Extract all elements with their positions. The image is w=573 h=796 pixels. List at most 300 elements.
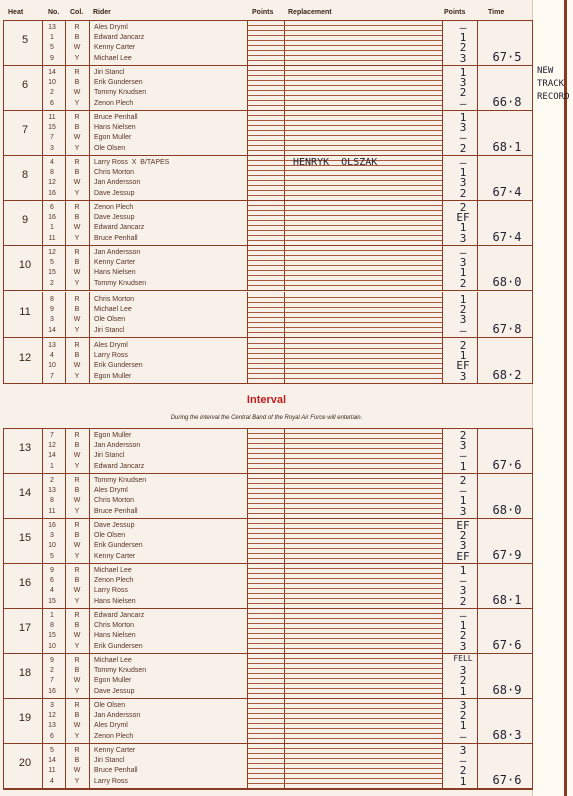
rider-points: 3: [459, 504, 467, 518]
ruled-lines: [248, 698, 442, 743]
page-edge-bar: [564, 0, 567, 796]
ruled-line: [248, 363, 442, 364]
ruled-line: [248, 733, 442, 734]
rider-points: 2: [459, 629, 467, 643]
rider-colour: W: [73, 722, 81, 730]
rider-number: 9: [50, 306, 54, 314]
rider-number: 7: [50, 677, 54, 685]
rider-name: Zenon Plech: [94, 204, 134, 211]
rider-points: 2: [459, 709, 467, 723]
rider-number: 6: [50, 204, 54, 211]
ruled-line: [248, 353, 442, 354]
rider-colour: R: [74, 114, 80, 121]
ruled-line: [248, 683, 442, 684]
rider-number: 5: [50, 259, 54, 267]
rider-name: Egon Muller: [94, 432, 132, 439]
ruled-line: [248, 270, 442, 271]
rider-colour: B: [74, 487, 80, 495]
ruled-line: [248, 100, 442, 101]
rider-points: 1: [459, 684, 467, 698]
rider-number: 2: [50, 279, 54, 287]
ruled-line: [248, 458, 442, 459]
ruled-line: [248, 135, 442, 136]
ruled-line: [248, 663, 442, 664]
ruled-line: [248, 783, 442, 784]
rider-points: 1: [459, 719, 467, 733]
ruled-lines: [248, 245, 442, 290]
rider-name: Bruce Penhall: [94, 114, 138, 121]
rider-points: 2: [459, 764, 467, 778]
header-points: Points: [252, 9, 274, 16]
ruled-line: [248, 30, 442, 31]
ruled-line: [248, 493, 442, 494]
rider-number: 13: [48, 722, 56, 730]
rider-colour: Y: [74, 54, 80, 62]
rider-name: Jiri Stancl: [94, 326, 125, 334]
rider-colour: W: [73, 497, 81, 505]
ruled-line: [248, 713, 442, 714]
ruled-line: [248, 628, 442, 629]
ruled-line: [248, 573, 442, 574]
ruled-line: [248, 438, 442, 439]
rider-name: Edward Jancarz: [94, 612, 145, 619]
rider-colour: B: [74, 214, 80, 222]
rider-number: 6: [50, 99, 54, 107]
rider-name: Hans Nielsen: [94, 269, 136, 277]
heat-row: [3, 743, 533, 788]
ruled-line: [248, 618, 442, 619]
heat-row: [3, 338, 533, 383]
rider-colour: R: [74, 702, 80, 709]
rider-name: Michael Lee: [94, 657, 132, 664]
rider-name: Hans Nielsen: [94, 632, 136, 640]
heat-row: [3, 563, 533, 608]
rider-colour: Y: [74, 552, 80, 560]
rider-points: 3: [459, 176, 467, 190]
ruled-lines: [248, 473, 442, 518]
heat-time: 67·6: [492, 458, 522, 472]
ruled-line: [248, 180, 442, 181]
heat-time: 68·0: [492, 275, 522, 289]
ruled-line: [248, 758, 442, 759]
header-replacement: Replacement: [288, 9, 332, 16]
rider-number: 1: [50, 612, 54, 619]
heat-number: 18: [18, 667, 32, 679]
rider-name: Jan Andersson: [94, 442, 141, 450]
rider-points: EF: [456, 211, 470, 225]
ruled-line: [248, 498, 442, 499]
rider-colour: W: [73, 179, 81, 187]
ruled-line: [248, 90, 442, 91]
ruled-line: [248, 748, 442, 749]
rider-number: 14: [48, 757, 56, 765]
rider-colour: Y: [74, 507, 80, 515]
rider-colour: R: [74, 567, 80, 574]
rider-name: Ole Olsen: [94, 144, 126, 152]
rider-points: —: [459, 484, 467, 498]
rider-number: 7: [50, 432, 54, 439]
rider-name: Kenny Carter: [94, 552, 136, 560]
rider-colour: W: [73, 767, 81, 775]
heat-number: 20: [18, 757, 32, 769]
heat-row: [3, 155, 533, 200]
rider-colour: Y: [74, 189, 80, 197]
rider-points: —: [459, 246, 467, 259]
ruled-line: [248, 443, 442, 444]
ruled-line: [248, 468, 442, 469]
heat-row: [3, 518, 533, 563]
header-rider: Rider: [93, 9, 111, 16]
rider-number: 6: [50, 732, 54, 740]
heat-time: 67·4: [492, 230, 522, 244]
ruled-line: [248, 778, 442, 779]
rider-name: Hans Nielsen: [94, 597, 136, 605]
ruled-line: [248, 738, 442, 739]
rider-colour: R: [74, 432, 80, 439]
ruled-line: [248, 773, 442, 774]
heat-row: [3, 245, 533, 290]
ruled-line: [248, 115, 442, 116]
heat-time: 67·9: [492, 548, 522, 562]
rider-points: 2: [459, 86, 467, 100]
rider-name: Egon Muller: [94, 372, 132, 380]
rider-points: —: [459, 96, 467, 110]
rider-colour: Y: [74, 597, 80, 605]
rider-colour: R: [74, 249, 80, 256]
rider-colour: B: [74, 757, 80, 765]
rider-name: Kenny Carter: [94, 747, 136, 754]
rider-colour: R: [74, 477, 80, 484]
rider-colour: R: [74, 69, 80, 76]
rider-number: 16: [48, 522, 56, 529]
ruled-line: [248, 170, 442, 171]
ruled-line: [248, 553, 442, 554]
rider-colour: W: [73, 632, 81, 640]
rider-points: 3: [459, 639, 467, 653]
ruled-lines: [248, 292, 442, 337]
ruled-line: [248, 763, 442, 764]
rider-name: Ole Olsen: [94, 532, 126, 540]
ruled-line: [248, 603, 442, 604]
rider-name: Bruce Penhall: [94, 507, 138, 515]
rider-number: 4: [50, 777, 54, 785]
ruled-line: [248, 210, 442, 211]
rider-colour: Y: [74, 642, 80, 650]
rider-number: 16: [48, 214, 56, 222]
rider-points: —: [459, 131, 467, 145]
rider-colour: W: [73, 134, 81, 142]
heat-time: 68·1: [492, 593, 522, 607]
rider-name: Ole Olsen: [94, 316, 126, 324]
ruled-line: [248, 658, 442, 659]
ruled-line: [248, 598, 442, 599]
rider-number: 14: [48, 69, 56, 76]
rider-name: Ole Olsen: [94, 702, 126, 709]
header-time: Time: [488, 9, 505, 16]
rider-points: 2: [459, 594, 467, 608]
rider-number: 11: [48, 234, 56, 242]
rider-name: Dave Jessup: [94, 522, 135, 529]
rider-colour: B: [74, 352, 80, 360]
rider-number: 5: [50, 747, 54, 754]
ruled-lines: [248, 518, 442, 563]
rider-number: 7: [50, 372, 54, 380]
rider-name: Edward Jancarz: [94, 34, 145, 42]
rider-colour: W: [73, 542, 81, 550]
rider-name: Erik Gundersen: [94, 542, 143, 550]
ruled-line: [248, 538, 442, 539]
rider-name: Tommy Knudsen: [94, 279, 147, 287]
ruled-line: [248, 35, 442, 36]
rider-points: —: [459, 156, 467, 169]
ruled-line: [248, 508, 442, 509]
heat-time: 67·6: [492, 773, 522, 787]
ruled-line: [248, 503, 442, 504]
ruled-line: [248, 673, 442, 674]
ruled-lines: [248, 428, 442, 473]
rider-colour: W: [73, 224, 81, 232]
ruled-line: [248, 265, 442, 266]
ruled-line: [248, 40, 442, 41]
rider-colour: B: [74, 259, 80, 267]
rider-name: Larry Ross: [94, 777, 128, 785]
rider-number: 12: [48, 249, 56, 256]
rider-name: Erik Gundersen: [94, 362, 143, 370]
ruled-line: [248, 358, 442, 359]
rider-name: Jan Andersson: [94, 249, 141, 256]
ruled-lines: [248, 65, 442, 110]
rider-number: 1: [50, 34, 54, 42]
header-points-2: Points: [444, 9, 466, 16]
ruled-line: [248, 240, 442, 241]
rider-points: —: [459, 754, 467, 768]
rider-colour: W: [73, 362, 81, 370]
ruled-line: [248, 753, 442, 754]
rider-name: Bruce Penhall: [94, 234, 138, 242]
rider-name: Dave Jessup: [94, 214, 135, 222]
page-edge: [532, 0, 573, 796]
heat-number: 11: [19, 306, 31, 318]
rider-number: 10: [48, 542, 56, 550]
rider-number: 14: [48, 452, 56, 460]
rider-number: 3: [50, 144, 54, 152]
ruled-lines: [248, 743, 442, 788]
ruled-line: [248, 327, 442, 328]
rider-colour: R: [74, 747, 80, 754]
heat-row: [3, 473, 533, 518]
rider-number: 13: [48, 24, 56, 31]
rider-number: 5: [50, 44, 54, 52]
rider-points: 2: [459, 186, 467, 200]
ruled-line: [248, 368, 442, 369]
ruled-line: [248, 528, 442, 529]
rider-points: 2: [459, 339, 467, 352]
heat-number: 5: [21, 34, 29, 46]
ruled-lines: [248, 653, 442, 698]
rider-number: 12: [48, 179, 56, 187]
ruled-line: [248, 150, 442, 151]
rider-name: Tommy Knudsen: [94, 477, 147, 484]
ruled-line: [248, 488, 442, 489]
ruled-line: [248, 578, 442, 579]
heat-number: 13: [18, 442, 32, 454]
rider-number: 4: [50, 352, 54, 360]
ruled-line: [248, 478, 442, 479]
ruled-line: [248, 220, 442, 221]
ruled-line: [248, 668, 442, 669]
ruled-line: [248, 638, 442, 639]
ruled-line: [248, 275, 442, 276]
ruled-line: [248, 285, 442, 286]
rider-number: 2: [50, 477, 54, 484]
ruled-line: [248, 120, 442, 121]
ruled-line: [248, 317, 442, 318]
ruled-line: [248, 348, 442, 349]
rider-name: Jiri Stancl: [94, 69, 125, 76]
heat-time: 68·0: [492, 503, 522, 517]
heat-number: 16: [18, 577, 32, 589]
ruled-line: [248, 678, 442, 679]
heat-time: 68·9: [492, 683, 522, 697]
ruled-line: [248, 105, 442, 106]
rider-points: —: [459, 323, 467, 337]
ruled-line: [248, 433, 442, 434]
rider-number: 10: [48, 79, 56, 87]
ruled-line: [248, 463, 442, 464]
rider-name: Erik Gundersen: [94, 642, 143, 650]
ruled-line: [248, 343, 442, 344]
rider-points: 1: [459, 494, 467, 508]
ruled-line: [248, 513, 442, 514]
ruled-lines: [248, 338, 442, 383]
rider-number: 9: [50, 54, 54, 62]
rider-number: 11: [48, 507, 56, 515]
rider-colour: W: [73, 44, 81, 52]
ruled-line: [248, 70, 442, 71]
ruled-line: [248, 215, 442, 216]
rider-points: 1: [459, 266, 467, 280]
ruled-line: [248, 45, 442, 46]
rider-colour: Y: [74, 144, 80, 152]
heat-number: 17: [18, 622, 32, 634]
rider-number: 8: [50, 296, 54, 303]
rider-name: Ales Dryml: [94, 24, 128, 31]
heat-row: [3, 200, 533, 245]
ruled-line: [248, 523, 442, 524]
ruled-line: [248, 255, 442, 256]
rider-number: 8: [50, 622, 54, 630]
rider-points: —: [459, 729, 467, 743]
rider-points: 1: [459, 111, 467, 124]
rider-points: —: [459, 21, 467, 34]
ruled-line: [248, 302, 442, 303]
rider-number: 3: [50, 702, 54, 709]
rider-points: 3: [459, 51, 467, 65]
rider-name: Zenon Plech: [94, 99, 134, 107]
rider-number: 4: [50, 587, 54, 595]
rider-number: 15: [48, 124, 56, 132]
rider-colour: W: [73, 269, 81, 277]
rider-points: 1: [459, 774, 467, 788]
rider-colour: Y: [74, 234, 80, 242]
rider-points: 1: [459, 66, 467, 79]
heat-number: 12: [18, 352, 32, 364]
rider-name: Jan Andersson: [94, 179, 141, 187]
rider-number: 14: [48, 326, 56, 334]
rider-points: 1: [459, 166, 467, 180]
rider-name: Jan Andersson: [94, 712, 141, 720]
ruled-line: [248, 548, 442, 549]
heat-row: [3, 65, 533, 110]
heat-number: 7: [21, 124, 29, 136]
rider-name: Larry Ross X B/TAPES: [94, 159, 170, 166]
rider-number: 3: [50, 532, 54, 540]
rider-colour: Y: [74, 326, 80, 334]
rider-colour: B: [74, 577, 80, 585]
rider-number: 6: [50, 577, 54, 585]
rider-colour: B: [74, 442, 80, 450]
heat-time: 67·6: [492, 638, 522, 652]
heat-number: 6: [21, 79, 29, 91]
rider-name: Ales Dryml: [94, 487, 128, 495]
heat-separator: [3, 383, 533, 384]
rider-colour: Y: [74, 462, 80, 470]
ruled-line: [248, 648, 442, 649]
ruled-line: [248, 593, 442, 594]
rider-colour: B: [74, 622, 80, 630]
rider-number: 1: [50, 224, 54, 232]
rider-points: 2: [459, 201, 467, 214]
rider-colour: Y: [74, 732, 80, 740]
ruled-line: [248, 85, 442, 86]
ruled-line: [248, 688, 442, 689]
rider-number: 15: [48, 632, 56, 640]
rider-points: 3: [459, 584, 467, 598]
rider-name: Erik Gundersen: [94, 79, 143, 87]
ruled-line: [248, 307, 442, 308]
ruled-line: [248, 453, 442, 454]
ruled-lines: [248, 110, 442, 155]
rider-points: 3: [459, 744, 467, 757]
ruled-line: [248, 235, 442, 236]
rider-name: Kenny Carter: [94, 259, 136, 267]
ruled-line: [248, 373, 442, 374]
rider-points: 1: [459, 293, 467, 306]
ruled-line: [248, 588, 442, 589]
ruled-line: [248, 125, 442, 126]
rider-points: 2: [459, 529, 467, 543]
heat-separator: [3, 290, 533, 291]
header-col: Col.: [70, 9, 84, 16]
rider-colour: Y: [74, 687, 80, 695]
ruled-line: [248, 140, 442, 141]
rider-colour: R: [74, 522, 80, 529]
rider-colour: Y: [74, 99, 80, 107]
margin-note-line-2: TRACK: [537, 79, 565, 89]
heat-time: 67·8: [492, 322, 522, 336]
rider-name: Michael Lee: [94, 306, 132, 314]
rider-number: 11: [48, 767, 56, 775]
rider-name: Larry Ross: [94, 587, 128, 595]
rider-colour: R: [74, 159, 80, 166]
rider-number: 15: [48, 597, 56, 605]
rider-number: 16: [48, 687, 56, 695]
heat-row: [3, 608, 533, 653]
interval-title: Interval: [246, 394, 287, 406]
rider-name: Dave Jessup: [94, 687, 135, 695]
rider-number: 3: [50, 316, 54, 324]
rider-name: Kenny Carter: [94, 44, 136, 52]
